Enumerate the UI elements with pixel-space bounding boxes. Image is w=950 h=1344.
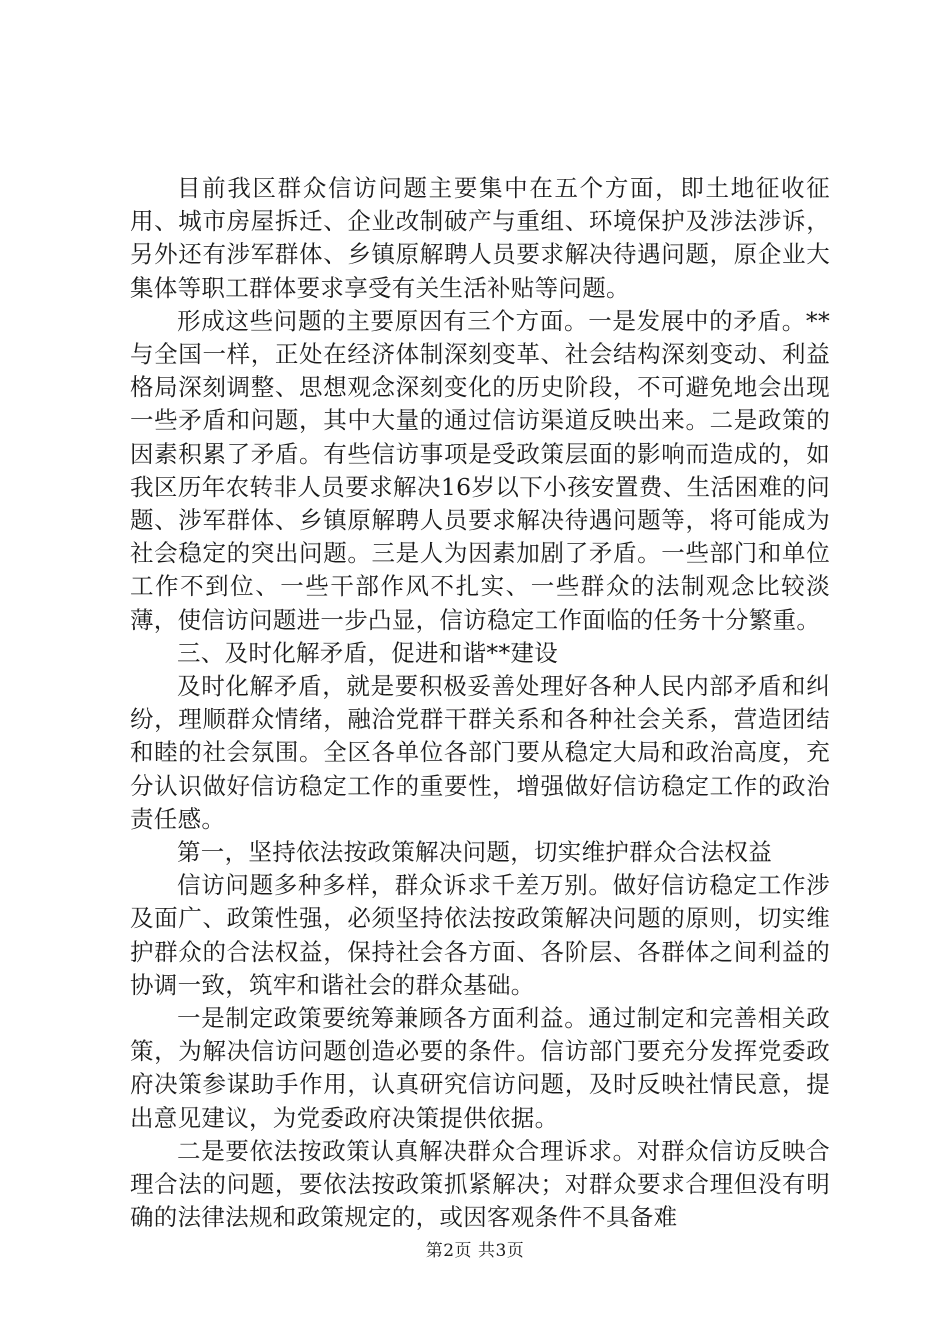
document-body: [130, 172, 830, 1235]
paragraph-7: 一是制定政策要统筹兼顾各方面利益。通过制定和完善相关政策，为解决信访问题创造必要的条件。信访部门要充分发挥党委政府决策参谋助手作用，认真研究信访问题，及时反映社情民意，提出意见建议，为党委政府决策提供依据。: [130, 1004, 830, 1132]
paragraph-6: 信访问题多种多样，群众诉求千差万别。做好信访稳定工作涉及面广、政策性强，必须坚持依法按政策解决问题的原则，切实维护群众的合法权益，保持社会各方面、各阶层、各群体之间利益的协调一致，筑牢和谐社会的群众基础。: [130, 871, 830, 999]
paragraph-1: 目前我区群众信访问题主要集中在五个方面，即土地征收征用、城市房屋拆迁、企业改制破产与重组、环境保护及涉法涉诉，另外还有涉军群体、乡镇原解聘人员要求解决待遇问题，原企业大集体等职工群体要求享受有关生活补贴等问题。: [130, 174, 830, 302]
paragraph-2: 形成这些问题的主要原因有三个方面。一是发展中的矛盾。**与全国一样，正处在经济体制深刻变革、社会结构深刻变动、利益格局深刻调整、思想观念深刻变化的历史阶段，不可避免地会出现一些矛盾和问题，其中大量的通过信访渠道反映出来。二是政策的因素积累了矛盾。有些信访事项是受政策层面的影响而造成的，如我区历年农转非人员要求解决16岁以下小孩安置费、生活困难的问题、涉军群体、乡镇原解聘人员要求解决待遇问题等，将可能成为社会稳定的突出问题。三是人为因素加剧了矛盾。一些部门和单位工作不到位、一些干部作风不扎实、一些群众的法制观念比较淡薄，使信访问题进一步凸显，信访稳定工作面临的任务十分繁重。: [130, 306, 830, 634]
paragraph-8: 二是要依法按政策认真解决群众合理诉求。对群众信访反映合理合法的问题，要依法按政策抓紧解决；对群众要求合理但没有明确的法律法规和政策规定的，或因客观条件不具备难: [130, 1136, 830, 1232]
subsection-heading-1: 第一，坚持依法按政策解决问题，切实维护群众合法权益: [177, 838, 772, 867]
paragraph-4: 及时化解矛盾，就是要积极妥善处理好各种人民内部矛盾和纠纷，理顺群众情绪，融洽党群干群关系和各种社会关系，营造团结和睦的社会氛围。全区各单位各部门要从稳定大局和政治高度，充分认识做好信访稳定工作的重要性，增强做好信访稳定工作的政治责任感。: [130, 672, 830, 833]
page-footer: 第2页 共3页: [425, 1241, 525, 1261]
section-heading-3: 三、及时化解矛盾，促进和谐**建设: [177, 638, 559, 667]
